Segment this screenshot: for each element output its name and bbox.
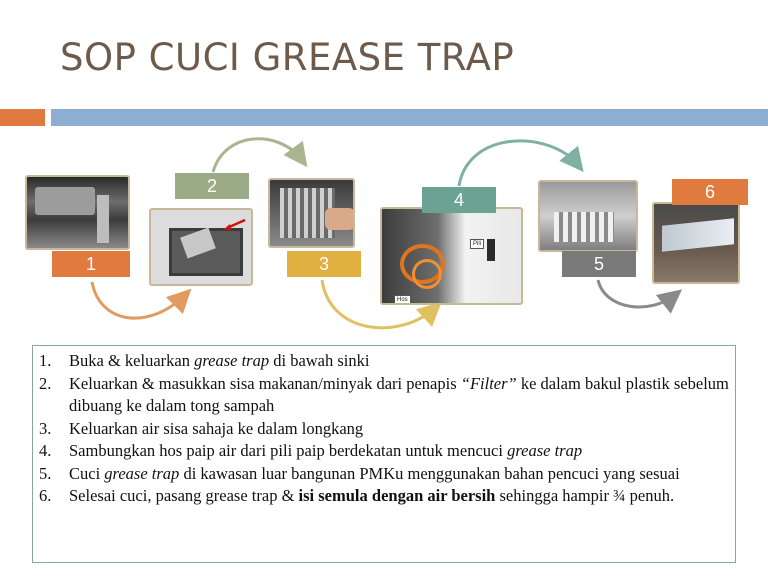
steps-list — [39, 350, 729, 508]
photo-step-1 — [25, 175, 130, 250]
step-item — [39, 463, 729, 486]
step-text: Keluarkan air sisa sahaja ke dalam longkang — [69, 418, 364, 438]
step-number: 3. — [39, 418, 52, 438]
step-text-italic: grease trap — [104, 463, 180, 483]
arrow-2-to-3 — [213, 139, 302, 172]
step-text: Cuci — [69, 463, 105, 483]
arrow-5-to-6 — [598, 280, 675, 307]
steps-box — [32, 345, 736, 563]
page-title: SOP CUCI GREASE TRAP — [60, 36, 515, 79]
step-item — [39, 350, 729, 373]
accent-bar-blue — [51, 109, 768, 126]
step-number: 6. — [39, 486, 52, 505]
step-text: Sambungkan hos paip air dari pili paip berdekatan untuk mencuci — [69, 441, 508, 460]
step-item — [39, 440, 729, 463]
step-text: di bawah sinki — [269, 351, 370, 370]
step-text-italic: grease trap — [507, 441, 583, 460]
photo-step-4 — [380, 207, 523, 305]
photo-step-5 — [538, 180, 638, 252]
step-label-3: 3 — [287, 251, 361, 277]
tag-hos: Hos — [394, 295, 411, 305]
step-text: Keluarkan & masukkan sisa makanan/minyak dari penapis — [69, 373, 461, 393]
arrow-1-to-2 — [92, 282, 185, 318]
step-text: ke dalam bakul plastik sebelum dibuang ke dalam tong sampah — [69, 373, 729, 415]
step-number: 2. — [39, 373, 52, 393]
photo-step-6 — [652, 202, 740, 284]
step-text: sehingga hampir ¾ penuh. — [495, 486, 675, 505]
step-item — [39, 418, 729, 441]
step-text-italic: grease trap — [194, 351, 270, 370]
photo-step-2 — [149, 208, 253, 286]
step-text-bold: isi semula dengan air bersih — [298, 486, 496, 505]
step-label-2: 2 — [175, 173, 249, 199]
tag-pili: Pili — [470, 239, 484, 249]
step-item — [39, 485, 729, 508]
step-label-5: 5 — [562, 251, 636, 277]
photo-step-3 — [268, 178, 355, 248]
step-label-6: 6 — [672, 179, 748, 205]
step-text-italic: “Filter” — [460, 373, 517, 393]
step-number: 4. — [39, 441, 52, 460]
step-label-1: 1 — [52, 251, 130, 277]
step-text: Buka & keluarkan — [69, 351, 195, 370]
step-number: 5. — [39, 463, 52, 483]
accent-bar-orange — [0, 109, 45, 126]
step-label-4: 4 — [422, 187, 496, 213]
step-text: Selesai cuci, pasang grease trap & — [69, 486, 299, 505]
step-text: di kawasan luar bangunan PMKu menggunakan bahan pencuci yang sesuai — [179, 463, 680, 483]
step-number: 1. — [39, 351, 52, 370]
step-item — [39, 373, 729, 418]
